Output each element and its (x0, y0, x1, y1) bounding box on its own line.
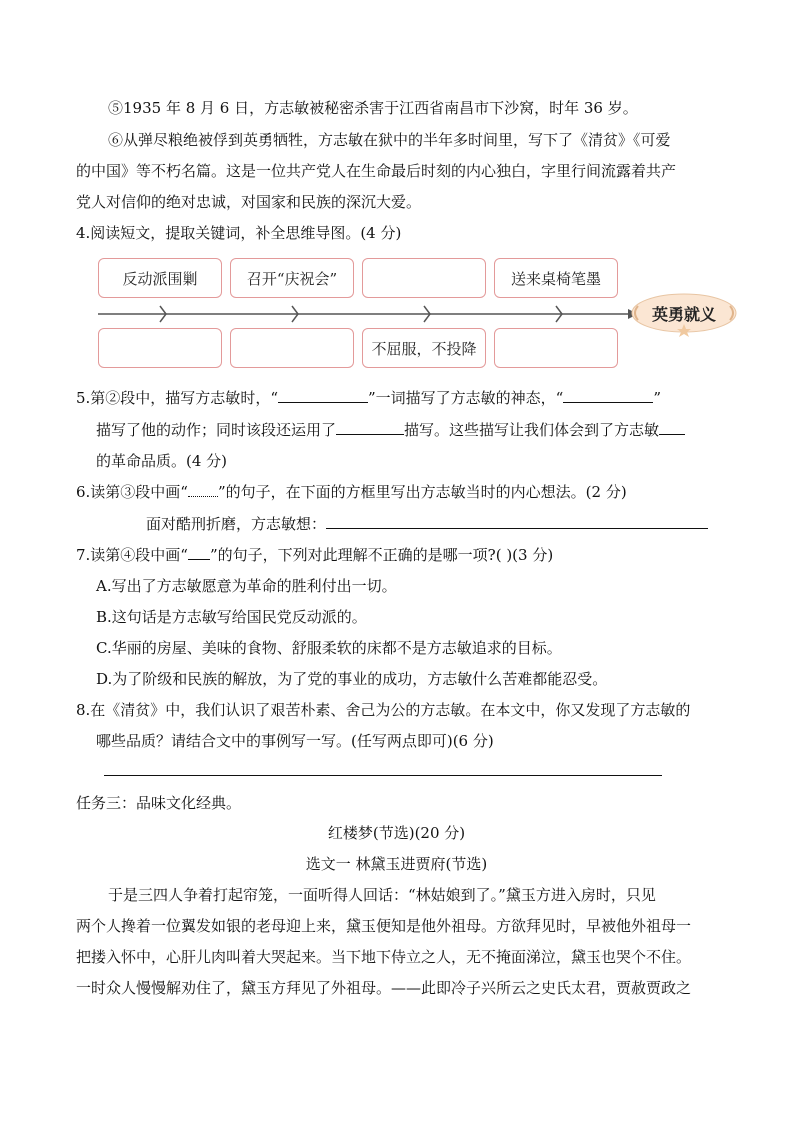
q5-blank-1[interactable] (278, 388, 368, 403)
question-5-line-3: 的革命品质。(4 分) (96, 452, 228, 470)
question-5-line-2 (96, 420, 685, 440)
q7-option-b[interactable]: B.这句话是方志敏写给国民党反动派的。 (96, 608, 367, 626)
mind-map-box-bottom-2-blank[interactable] (230, 328, 354, 368)
underline-sample (188, 545, 210, 560)
q5-text-a: 5.第②段中，描写方志敏时，“ (76, 389, 278, 407)
q7-option-c[interactable]: C.华丽的房屋、美味的食物、舒服柔软的床都不是方志敏追求的目标。 (96, 639, 562, 657)
q5-blank-2[interactable] (563, 388, 653, 403)
mind-map-box-top-1: 反动派围剿 (98, 258, 222, 298)
mind-map-box-bottom-4-blank[interactable] (494, 328, 618, 368)
q5-text-e: 描写。这些描写让我们体会到了方志敏 (404, 421, 660, 439)
excerpt-subtitle: 选文一 林黛玉进贾府(节选) (305, 855, 488, 873)
mind-map-box-bottom-1-blank[interactable] (98, 328, 222, 368)
q5-blank-3[interactable] (336, 420, 404, 435)
task-3-heading: 任务三：品味文化经典。 (76, 794, 242, 812)
section-title: 红楼梦(节选)(20 分) (327, 824, 466, 842)
q6-answer-line[interactable] (326, 514, 708, 529)
mind-map-box-top-2: 召开“庆祝会” (230, 258, 354, 298)
mind-map (98, 256, 738, 374)
excerpt-line-2: 两个人搀着一位翼发如银的老母迎上来，黛玉便知是他外祖母。方欲拜见时，早被他外祖母一 (76, 917, 692, 935)
question-5-line-1 (76, 388, 661, 408)
q5-text-c: ” (653, 389, 661, 407)
excerpt-line-1: 于是三四人争着打起帘笼，一面听得人回话：“林姑娘到了。”黛玉方进入房时，只见 (108, 886, 656, 904)
mind-map-final-badge: 英勇就义 (651, 304, 716, 324)
q5-text-d: 描写了他的动作；同时该段还运用了 (96, 421, 337, 439)
q8-answer-line[interactable] (104, 775, 662, 776)
mind-map-box-top-4: 送来桌椅笔墨 (494, 258, 618, 298)
q7-text-b: ”的句子，下列对此理解不正确的是哪一项?( )(3 分) (209, 546, 554, 564)
q6-text-a: 6.读第③段中画“ (76, 483, 188, 501)
question-8-line-1: 8.在《清贫》中，我们认识了艰苦朴素、舍己为公的方志敏。在本文中，你又发现了方志敏的 (76, 701, 691, 719)
question-8-line-2: 哪些品质？请结合文中的事例写一写。(任写两点即可)(6 分) (96, 732, 494, 750)
question-7 (76, 545, 553, 565)
mind-map-box-bottom-3: 不屈服，不投降 (362, 328, 486, 368)
wavy-underline-sample (188, 486, 218, 497)
mind-map-box-top-3-blank[interactable] (362, 258, 486, 298)
question-6-line-1 (76, 482, 627, 502)
excerpt-line-4: 一时众人慢慢解劝住了，黛玉方拜见了外祖母。——此即冷子兴所云之史氏太君，贾赦贾政之 (76, 979, 692, 997)
question-6-prompt-line (146, 514, 708, 534)
q7-option-d[interactable]: D.为了阶级和民族的解放，为了党的事业的成功，方志敏什么苦难都能忍受。 (96, 670, 608, 688)
q7-option-a[interactable]: A.写出了方志敏愿意为革命的胜利付出一切。 (96, 577, 397, 595)
passage-paragraph-6-line-3: 党人对信仰的绝对忠诚，对国家和民族的深沉大爱。 (76, 193, 422, 211)
passage-paragraph-5: ⑤1935 年 8 月 6 日，方志敏被秘密杀害于江西省南昌市下沙窝，时年 36 岁。 (108, 99, 638, 117)
q6-prompt: 面对酷刑折磨，方志敏想： (146, 515, 327, 533)
q5-text-b: ”一词描写了方志敏的神态，“ (367, 389, 564, 407)
q5-blank-4[interactable] (659, 420, 685, 435)
passage-paragraph-6-line-1: ⑥从弹尽粮绝被俘到英勇牺牲，方志敏在狱中的半年多时间里，写下了《清贫》《可爱 (108, 131, 671, 149)
question-4: 4.阅读短文，提取关键词，补全思维导图。(4 分) (76, 224, 402, 242)
q7-text-a: 7.读第④段中画“ (76, 546, 188, 564)
q6-text-b: ”的句子，在下面的方框里写出方志敏当时的内心想法。(2 分) (217, 483, 627, 501)
passage-paragraph-6-line-2: 的中国》等不朽名篇。这是一位共产党人在生命最后时刻的内心独白，字里行间流露着共产 (76, 162, 677, 180)
excerpt-line-3: 把搂入怀中，心肝儿肉叫着大哭起来。当下地下侍立之人，无不掩面涕泣，黛玉也哭个不住。 (76, 948, 692, 966)
